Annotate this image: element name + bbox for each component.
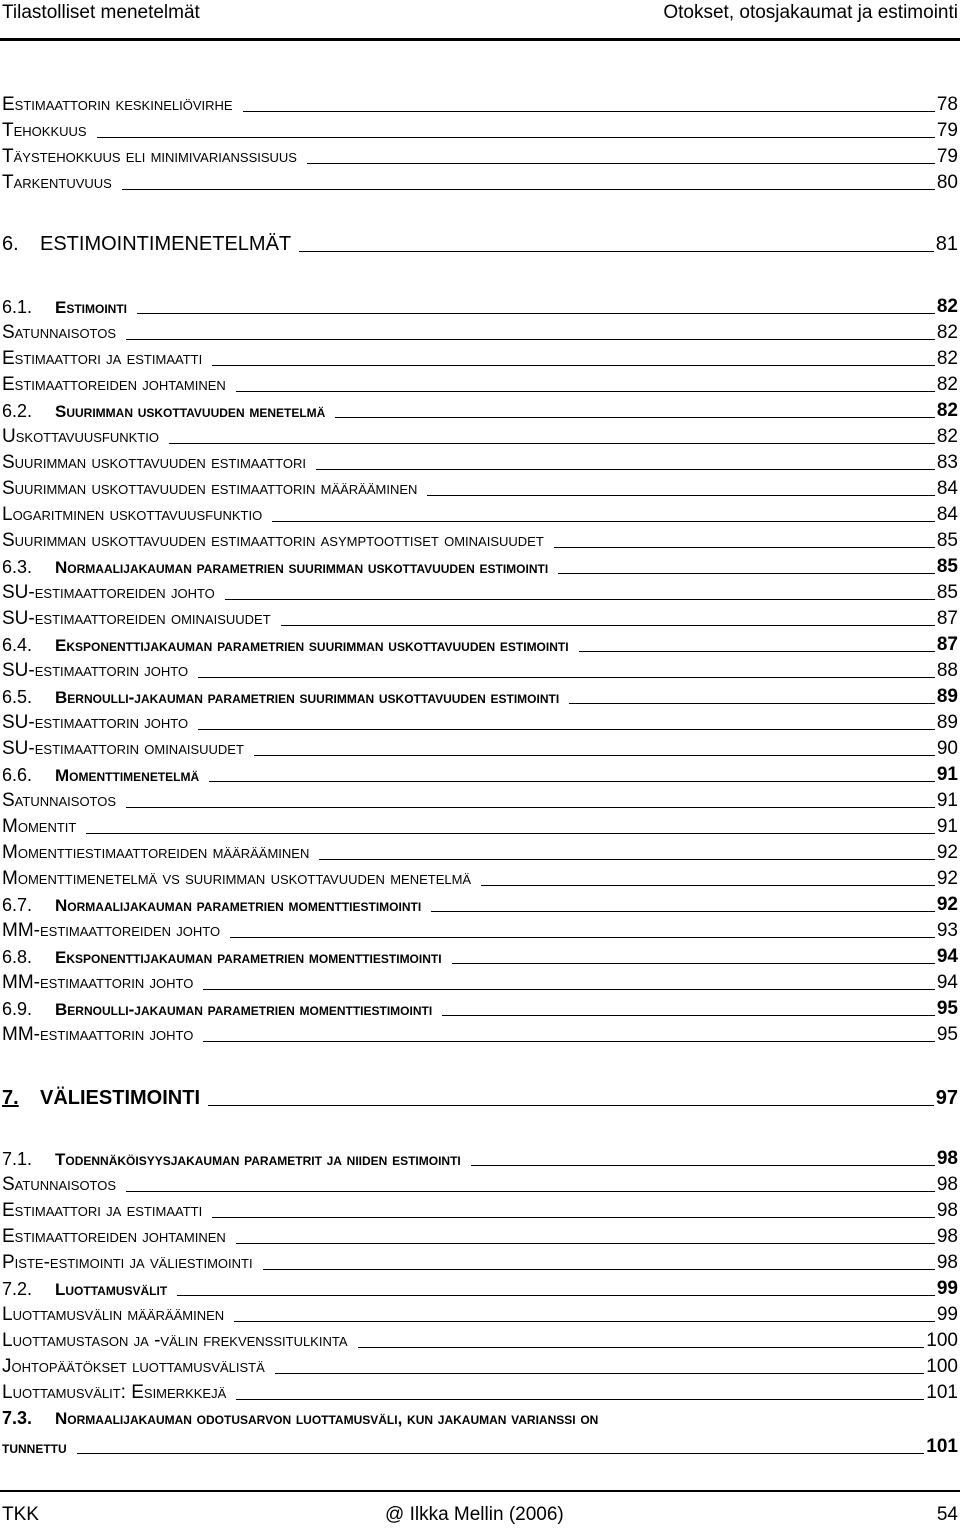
toc-section[interactable]: 7.1. Todennäköisyysjakauman parametrit ja niiden estimointi 98	[2, 1148, 958, 1169]
toc-entry[interactable]: Luottamusvälit: Esimerkkejä 101	[2, 1382, 958, 1403]
toc-section[interactable]: 6.4. Eksponenttijakauman parametrien suurimman uskottavuuden estimointi 87	[2, 634, 958, 655]
toc-entry[interactable]: Estimaattoreiden johtaminen 82	[2, 374, 958, 395]
toc-section[interactable]: 6.8. Eksponenttijakauman parametrien momenttiestimointi 94	[2, 946, 958, 967]
toc-section-73-line1[interactable]	[2, 1408, 958, 1432]
toc-entry[interactable]: MM-estimaattoreiden johto 93	[2, 920, 958, 941]
toc-entry[interactable]: Luottamustason ja -välin frekvenssitulkinta 100	[2, 1330, 958, 1351]
toc-entry[interactable]: Logaritminen uskottavuusfunktio 84	[2, 504, 958, 525]
toc-section[interactable]: 6.3. Normaalijakauman parametrien suurimman uskottavuuden estimointi 85	[2, 556, 958, 577]
toc-entry[interactable]: Estimaattorin keskineliövirhe 78	[2, 94, 958, 115]
toc-section[interactable]: 7.2. Luottamusvälit 99	[2, 1278, 958, 1299]
toc-entry[interactable]: Johtopäätökset luottamusvälistä 100	[2, 1356, 958, 1377]
toc-entry[interactable]: SU-estimaattoreiden ominaisuudet 87	[2, 608, 958, 629]
toc-entry[interactable]: Luottamusvälin määrääminen 99	[2, 1304, 958, 1325]
toc-entry[interactable]: Momentit 91	[2, 816, 958, 837]
toc-section[interactable]: 6.2. Suurimman uskottavuuden menetelmä 82	[2, 400, 958, 421]
toc-entry[interactable]: SU-estimaattorin ominaisuudet 90	[2, 738, 958, 759]
toc-section[interactable]: 6.5. Bernoulli-jakauman parametrien suurimman uskottavuuden estimointi 89	[2, 686, 958, 707]
page-footer	[0, 1490, 960, 1528]
toc-chapter[interactable]: 7. VÄLIESTIMOINTI 97	[2, 1087, 958, 1109]
toc-entry[interactable]: Tarkentuvuus 80	[2, 172, 958, 193]
page-number: 54	[936, 1504, 958, 1525]
toc-entry[interactable]: Momenttimenetelmä vs suurimman uskottavuuden menetelmä 92	[2, 868, 958, 889]
footer-rule	[0, 1490, 960, 1492]
toc-entry[interactable]: SU-estimaattorin johto 88	[2, 660, 958, 681]
header-rule	[0, 38, 960, 41]
toc-entry[interactable]: MM-estimaattorin johto 95	[2, 1024, 958, 1045]
footer-left: TKK	[2, 1504, 39, 1525]
header-right-title: Otokset, otosjakaumat ja estimointi	[663, 2, 958, 23]
toc-entry[interactable]: MM-estimaattorin johto 94	[2, 972, 958, 993]
toc-entry[interactable]: Satunnaisotos 91	[2, 790, 958, 811]
page-header	[0, 0, 960, 42]
toc-entry[interactable]: Estimaattoreiden johtaminen 98	[2, 1226, 958, 1247]
toc-entry[interactable]: Satunnaisotos 98	[2, 1174, 958, 1195]
toc-entry[interactable]: Tehokkuus 79	[2, 120, 958, 141]
toc-entry[interactable]: Momenttiestimaattoreiden määrääminen 92	[2, 842, 958, 863]
footer-author: @ Ilkka Mellin (2006)	[385, 1504, 564, 1525]
toc-section[interactable]: 6.1. Estimointi 82	[2, 296, 958, 317]
section-title-line1: Normaalijakauman odotusarvon luottamusväli, kun jakauman varianssi on	[55, 1409, 599, 1428]
toc-section[interactable]: 6.7. Normaalijakauman parametrien momenttiestimointi 92	[2, 894, 958, 915]
toc-entry[interactable]: Estimaattori ja estimaatti 98	[2, 1200, 958, 1221]
toc-entry[interactable]: Piste-estimointi ja väliestimointi 98	[2, 1252, 958, 1273]
toc-entry[interactable]: SU-estimaattoreiden johto 85	[2, 582, 958, 603]
toc-entry[interactable]: Suurimman uskottavuuden estimaattorin asymptoottiset ominaisuudet 85	[2, 530, 958, 551]
toc-chapter[interactable]: 6. ESTIMOINTIMENETELMÄT 81	[2, 233, 958, 255]
toc-entry[interactable]: SU-estimaattorin johto 89	[2, 712, 958, 733]
toc-section[interactable]: 6.6. Momenttimenetelmä 91	[2, 764, 958, 785]
toc-entry[interactable]: Suurimman uskottavuuden estimaattorin määrääminen 84	[2, 478, 958, 499]
toc-entry[interactable]: Estimaattori ja estimaatti 82	[2, 348, 958, 369]
toc-entry[interactable]: Täystehokkuus eli minimivarianssisuus 79	[2, 146, 958, 167]
toc-entry[interactable]: Satunnaisotos 82	[2, 322, 958, 343]
toc-section-73-line2[interactable]: tunnettu 101	[2, 1436, 958, 1457]
section-number: 7.3.	[2, 1408, 33, 1428]
toc-entry[interactable]: Uskottavuusfunktio 82	[2, 426, 958, 447]
toc-section[interactable]: 6.9. Bernoulli-jakauman parametrien momenttiestimointi 95	[2, 998, 958, 1019]
toc-entry[interactable]: Suurimman uskottavuuden estimaattori 83	[2, 452, 958, 473]
header-left-title: Tilastolliset menetelmät	[2, 2, 200, 23]
